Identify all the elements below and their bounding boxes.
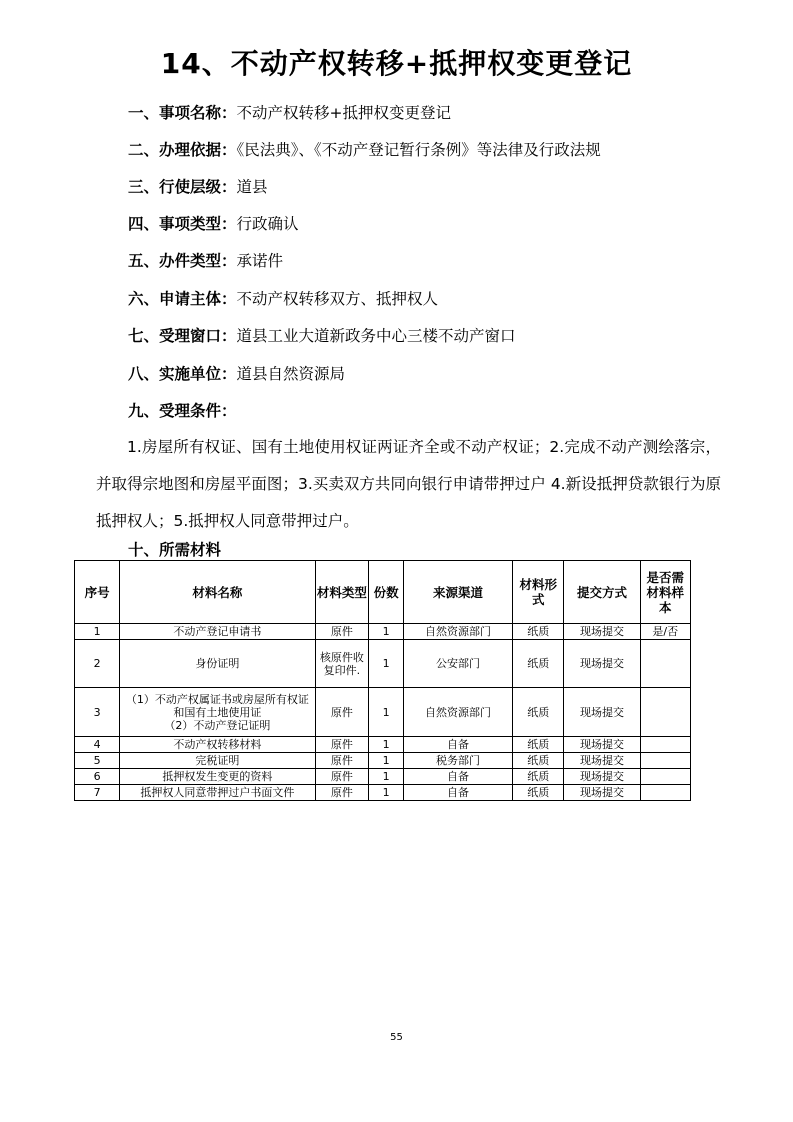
table-cell: 原件	[315, 769, 368, 785]
header-cell: 是否需材料样本	[640, 561, 690, 624]
table-cell: 7	[75, 785, 120, 801]
table-cell: 1	[369, 640, 404, 688]
table-cell: 1	[369, 737, 404, 753]
table-cell: 纸质	[513, 753, 564, 769]
table-cell: 纸质	[513, 737, 564, 753]
table-cell: 抵押权人同意带押过户书面文件	[120, 785, 315, 801]
table-cell: 抵押权发生变更的资料	[120, 769, 315, 785]
table-cell: 自然资源部门	[404, 688, 513, 737]
item-label: 九、受理条件：	[128, 402, 237, 420]
table-cell: 现场提交	[564, 624, 640, 640]
header-cell: 材料类型	[315, 561, 368, 624]
item-name	[128, 102, 451, 124]
item-value: 《民法典》、《不动产登记暂行条例》等法律及行政法规	[236, 141, 601, 159]
table-cell: 身份证明	[120, 640, 315, 688]
table-cell: 现场提交	[564, 688, 640, 737]
table-row	[75, 753, 691, 769]
table-cell: 现场提交	[564, 769, 640, 785]
item-basis	[128, 139, 601, 161]
table-cell	[640, 753, 690, 769]
table-cell	[640, 640, 690, 688]
item-label: 七、受理窗口：	[128, 327, 237, 345]
item-unit	[128, 363, 345, 385]
header-cell: 提交方式	[564, 561, 640, 624]
item-value: 道县自然资源局	[236, 365, 346, 383]
item-label: 五、办件类型：	[128, 252, 237, 270]
materials-heading: 十、所需材料	[128, 541, 222, 559]
table-cell: 核原件收复印件.	[315, 640, 368, 688]
table-cell: 税务部门	[404, 753, 513, 769]
table-cell: 自然资源部门	[404, 624, 513, 640]
table-cell: 纸质	[513, 640, 564, 688]
page-title: 14、不动产权转移+抵押权变更登记	[160, 47, 633, 80]
table-cell: 原件	[315, 737, 368, 753]
materials-table	[74, 560, 691, 801]
table-row	[75, 785, 691, 801]
table-cell: 原件	[315, 688, 368, 737]
item-case-type	[128, 250, 283, 272]
item-window	[128, 325, 516, 347]
conditions-text: 1.房屋所有权证、国有土地使用权证两证齐全或不动产权证；2.完成不动产测绘落宗，并取得宗地图和房屋平面图；3.买卖双方共同向银行申请带押过户 4.新设抵押贷款银行为原抵押权人；5.抵押权人同意带押过户。	[96, 438, 721, 530]
table-cell: 完税证明	[120, 753, 315, 769]
table-cell: 原件	[315, 624, 368, 640]
item-value: 道县工业大道新政务中心三楼不动产窗口	[236, 327, 516, 345]
item-label: 三、行使层级：	[128, 178, 237, 196]
header-cell: 材料名称	[120, 561, 315, 624]
table-row	[75, 640, 691, 688]
table-cell: 现场提交	[564, 785, 640, 801]
table-cell: 是/否	[640, 624, 690, 640]
table-cell: 现场提交	[564, 640, 640, 688]
table-cell: 1	[369, 753, 404, 769]
table-cell: 6	[75, 769, 120, 785]
header-cell: 序号	[75, 561, 120, 624]
table-cell: 现场提交	[564, 737, 640, 753]
table-row	[75, 737, 691, 753]
table-cell: 原件	[315, 753, 368, 769]
page-number: 55	[390, 1032, 403, 1043]
item-value: 承诺件	[236, 252, 284, 270]
item-conditions-heading	[128, 400, 237, 422]
table-cell: 自备	[404, 785, 513, 801]
table-row	[75, 769, 691, 785]
table-cell: 3	[75, 688, 120, 737]
table-row	[75, 624, 691, 640]
table-cell	[640, 737, 690, 753]
table-cell: 1	[369, 688, 404, 737]
table-cell: 自备	[404, 769, 513, 785]
header-cell: 份数	[369, 561, 404, 624]
table-cell: 自备	[404, 737, 513, 753]
item-level	[128, 176, 268, 198]
table-cell: 公安部门	[404, 640, 513, 688]
item-value: 不动产权转移+抵押权变更登记	[236, 104, 452, 122]
table-cell: （1）不动产权属证书或房屋所有权证和国有土地使用证 （2）不动产登记证明	[120, 688, 315, 737]
item-label: 二、办理依据：	[128, 141, 237, 159]
table-cell: 不动产权转移材料	[120, 737, 315, 753]
item-type	[128, 213, 299, 235]
table-cell: 4	[75, 737, 120, 753]
table-cell	[640, 785, 690, 801]
item-value: 行政确认	[236, 215, 299, 233]
item-value: 不动产权转移双方、抵押权人	[236, 290, 439, 308]
table-cell: 纸质	[513, 624, 564, 640]
table-cell: 纸质	[513, 769, 564, 785]
table-cell: 纸质	[513, 785, 564, 801]
table-cell	[640, 769, 690, 785]
header-cell: 来源渠道	[404, 561, 513, 624]
table-header-row	[75, 561, 691, 624]
item-label: 八、实施单位：	[128, 365, 237, 383]
item-applicant	[128, 288, 438, 310]
table-cell: 原件	[315, 785, 368, 801]
item-label: 六、申请主体：	[128, 290, 237, 308]
table-cell: 纸质	[513, 688, 564, 737]
table-cell: 5	[75, 753, 120, 769]
table-cell: 不动产登记申请书	[120, 624, 315, 640]
header-cell: 材料形式	[513, 561, 564, 624]
item-value: 道县	[236, 178, 268, 196]
table-cell: 1	[369, 769, 404, 785]
table-cell: 1	[369, 785, 404, 801]
item-label: 四、事项类型：	[128, 215, 237, 233]
table-cell	[640, 688, 690, 737]
table-cell: 2	[75, 640, 120, 688]
table-row	[75, 688, 691, 737]
table-cell: 现场提交	[564, 753, 640, 769]
item-label: 一、事项名称：	[128, 104, 237, 122]
table-cell: 1	[75, 624, 120, 640]
table-cell: 1	[369, 624, 404, 640]
